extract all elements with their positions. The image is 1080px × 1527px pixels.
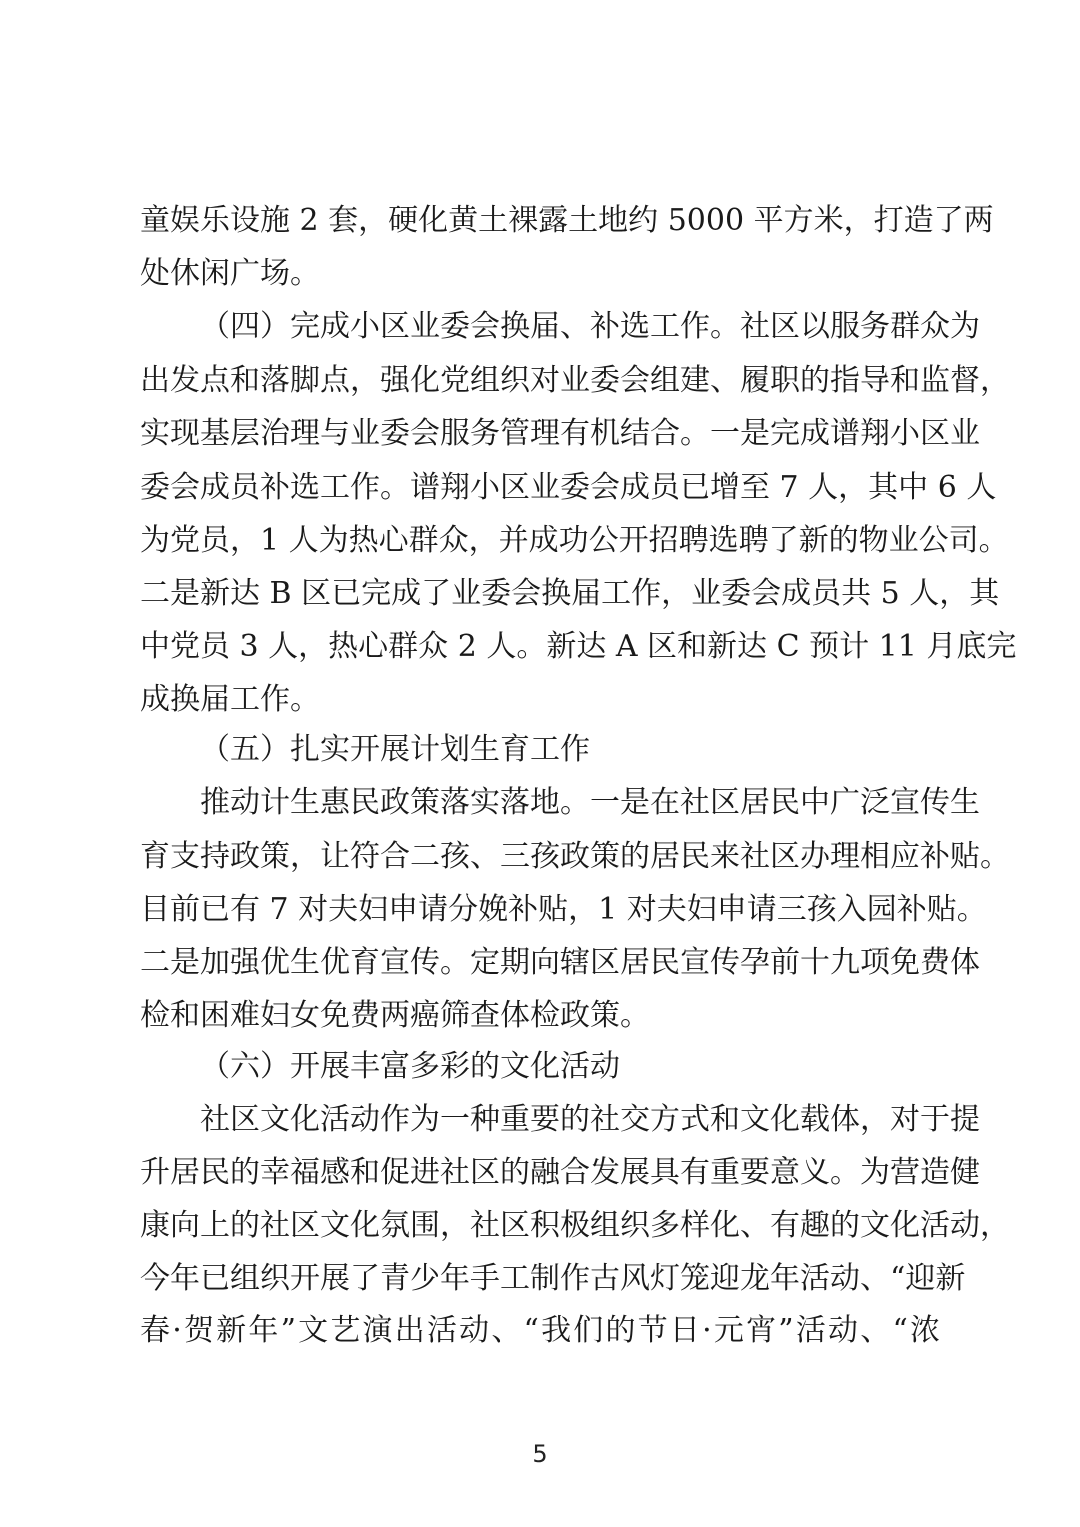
section-four-heading-line: （四）完成小区业委会换届、补选工作。社区以服务群众为 bbox=[200, 309, 980, 344]
text-line-1: 童娱乐设施 2 套，硬化黄土裸露土地约 5000 平方米，打造了两 bbox=[140, 203, 994, 238]
text-line-6: 委会成员补选工作。谱翔小区业委会成员已增至 7 人，其中 6 人 bbox=[140, 470, 997, 505]
text-line-22: 春·贺新年”文艺演出活动、“我们的节日·元宵”活动、“浓 bbox=[140, 1313, 940, 1348]
page-number: 5 bbox=[532, 1440, 548, 1468]
text-line-19: 升居民的幸福感和促进社区的融合发展具有重要意义。为营造健 bbox=[140, 1155, 980, 1190]
text-line-16: 检和困难妇女免费两癌筛查体检政策。 bbox=[140, 998, 650, 1033]
text-line-5: 实现基层治理与业委会服务管理有机结合。一是完成谱翔小区业 bbox=[140, 416, 980, 451]
text-line-12: 推动计生惠民政策落实落地。一是在社区居民中广泛宣传生 bbox=[200, 785, 980, 820]
text-line-8: 二是新达 B 区已完成了业委会换届工作，业委会成员共 5 人，其 bbox=[140, 576, 1000, 611]
text-line-7: 为党员，1 人为热心群众，并成功公开招聘选聘了新的物业公司。 bbox=[140, 523, 1009, 558]
text-line-13: 育支持政策，让符合二孩、三孩政策的居民来社区办理相应补贴。 bbox=[140, 839, 1010, 874]
section-six-heading: （六）开展丰富多彩的文化活动 bbox=[200, 1049, 620, 1084]
text-line-2: 处休闲广场。 bbox=[140, 256, 320, 291]
section-five-heading: （五）扎实开展计划生育工作 bbox=[200, 732, 590, 767]
text-line-14: 目前已有 7 对夫妇申请分娩补贴，1 对夫妇申请三孩入园补贴。 bbox=[140, 892, 987, 927]
text-line-4: 出发点和落脚点，强化党组织对业委会组建、履职的指导和监督， bbox=[140, 363, 1010, 398]
text-line-18: 社区文化活动作为一种重要的社交方式和文化载体，对于提 bbox=[200, 1102, 980, 1137]
text-line-10: 成换届工作。 bbox=[140, 682, 320, 717]
text-line-20: 康向上的社区文化氛围，社区积极组织多样化、有趣的文化活动， bbox=[140, 1208, 1010, 1243]
text-line-15: 二是加强优生优育宣传。定期向辖区居民宣传孕前十九项免费体 bbox=[140, 945, 980, 980]
text-line-21: 今年已组织开展了青少年手工制作古风灯笼迎龙年活动、“迎新 bbox=[140, 1261, 966, 1296]
text-line-9: 中党员 3 人，热心群众 2 人。新达 A 区和新达 C 预计 11 月底完 bbox=[140, 629, 1017, 664]
